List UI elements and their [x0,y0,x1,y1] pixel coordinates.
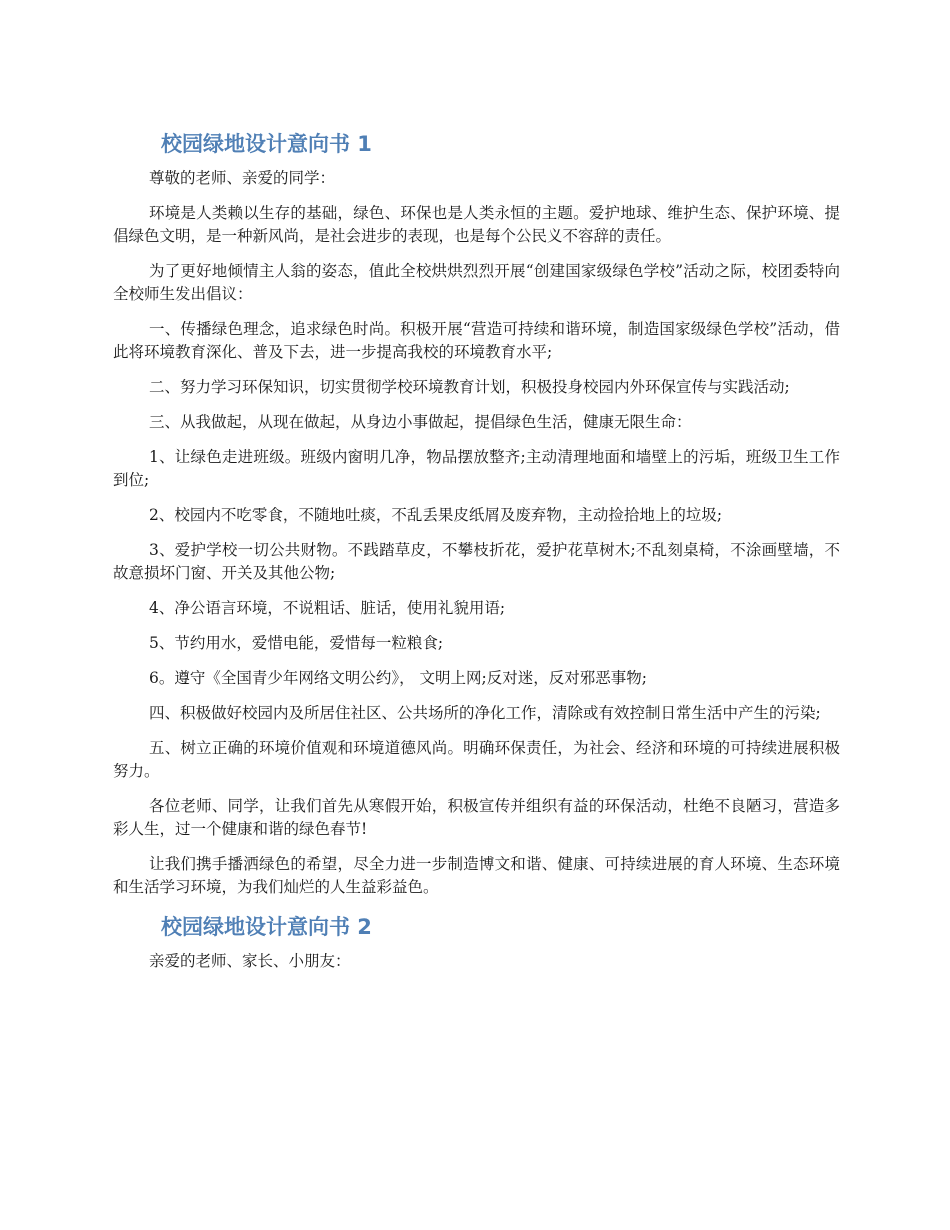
document-page [113,128,840,985]
paragraph-subitem-5: 5、节约用水，爱惜电能，爱惜每一粒粮食; [149,634,444,652]
paragraph-item-5: 五、树立正确的环境价值观和环境道德风尚。明确环保责任，为社会、经济和环境的可持续进展积极努力。 [113,739,840,780]
paragraph-initiative: 为了更好地倾情主人翁的姿态，值此全校烘烘烈烈开展“创建国家级绿色学校”活动之际，校团委特向全校师生发出倡议： [113,262,840,303]
section-2-title: 校园绿地设计意向书 2 [161,915,372,939]
paragraph-item-2: 二、努力学习环保知识，切实贯彻学校环境教育计划，积极投身校园内外环保宣传与实践活动; [149,378,790,396]
paragraph-greeting: 尊敬的老师、亲爱的同学： [149,169,336,187]
paragraph-greeting-2: 亲爱的老师、家长、小朋友： [149,952,351,970]
paragraph-item-1: 一、传播绿色理念，追求绿色时尚。积极开展“营造可持续和谐环境，制造国家级绿色学校”活动，借此将环境教育深化、普及下去，进一步提高我校的环境教育水平; [113,320,840,361]
paragraph-subitem-4: 4、净公语言环境，不说粗话、脏话，使用礼貌用语; [149,599,506,617]
paragraph-subitem-2: 2、校园内不吃零食，不随地吐痰，不乱丢果皮纸屑及废弃物，主动捡拾地上的垃圾; [149,506,723,524]
paragraph-call: 各位老师、同学，让我们首先从寒假开始，积极宣传并组织有益的环保活动，杜绝不良陋习，营造多彩人生，过一个健康和谐的绿色春节! [113,797,840,838]
paragraph-item-3: 三、从我做起，从现在做起，从身边小事做起，提倡绿色生活，健康无限生命： [149,413,692,431]
paragraph-subitem-3: 3、爱护学校一切公共财物。不践踏草皮，不攀枝折花，爱护花草树木;不乱刻桌椅，不涂画壁墙，不故意损坏门窗、开关及其他公物; [113,541,840,582]
paragraph-subitem-1: 1、让绿色走进班级。班级内窗明几净，物品摆放整齐;主动清理地面和墙壁上的污垢，班级卫生工作到位; [113,448,840,489]
paragraph-item-4: 四、积极做好校园内及所居住社区、公共场所的净化工作，清除或有效控制日常生活中产生的污染; [149,704,821,722]
paragraph-subitem-6: 6。遵守《全国青少年网络文明公约》， 文明上网;反对迷，反对邪恶事物; [149,669,647,687]
section-1-title: 校园绿地设计意向书 1 [161,132,372,156]
paragraph-closing: 让我们携手播洒绿色的希望，尽全力进一步制造博文和谐、健康、可持续进展的育人环境、生态环境和生活学习环境，为我们灿烂的人生益彩益色。 [113,855,840,896]
paragraph-intro: 环境是人类赖以生存的基础，绿色、环保也是人类永恒的主题。爱护地球、维护生态、保护环境、提倡绿色文明，是一种新风尚，是社会进步的表现，也是每个公民义不容辞的责任。 [113,204,840,245]
